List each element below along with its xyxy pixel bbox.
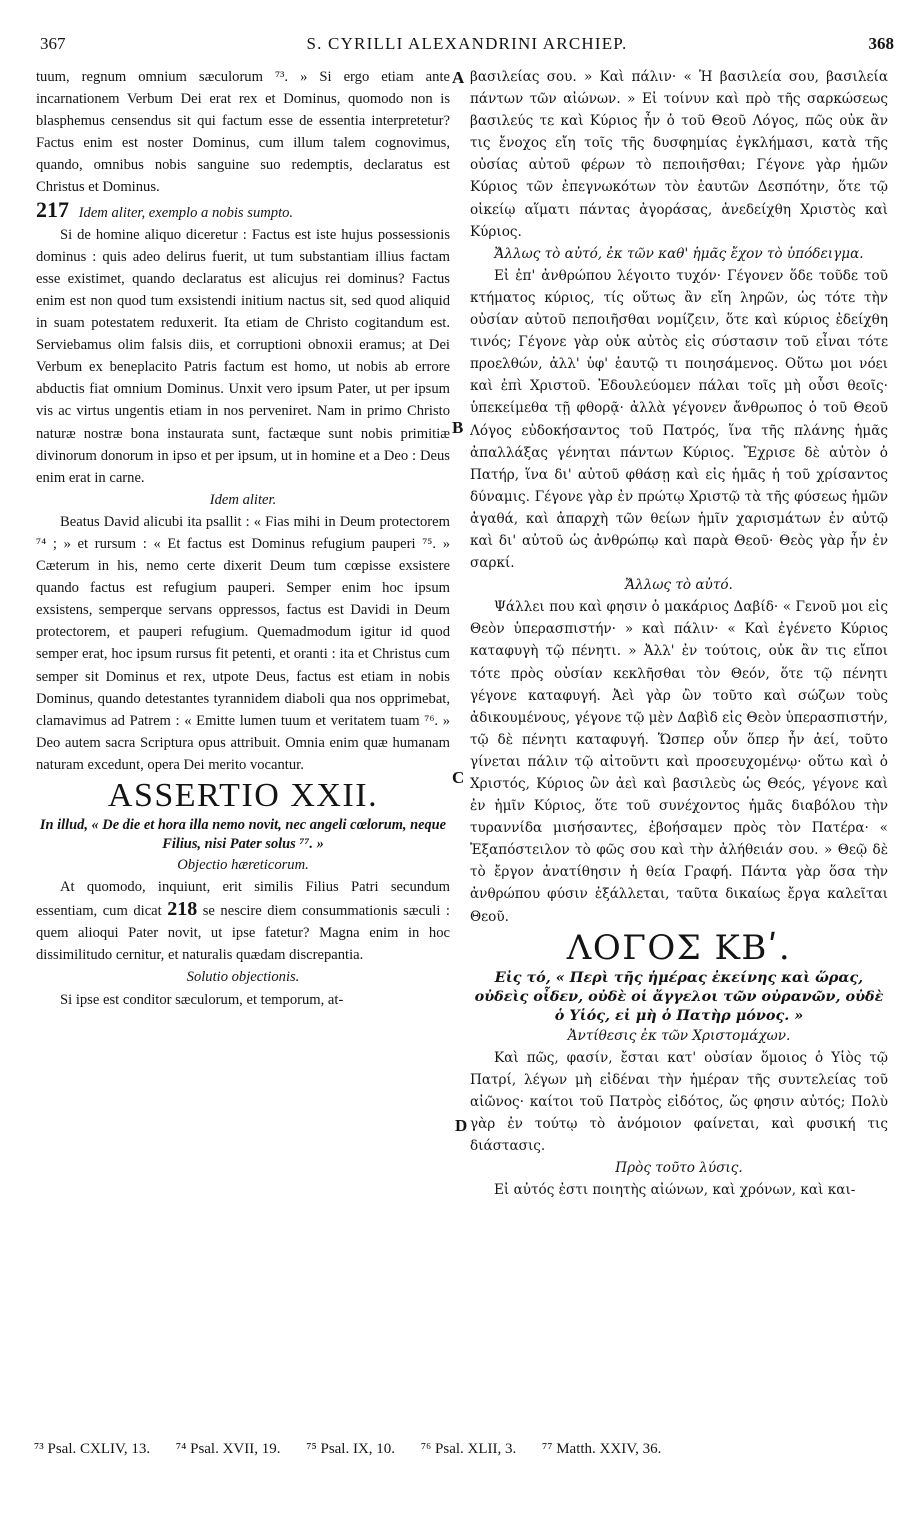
marker-c: C [452,768,465,787]
latin-heading-solutio: Solutio objectionis. [186,969,300,986]
greek-paragraph-1: βασιλείας σου. » Καὶ πάλιν· « Ἡ βασιλεία σου, βασιλεία πάντων τῶν αἰώνων. » Εἰ τοίνυν καὶ πρὸ τῆς σαρκώσεως βασιλεύς τε καὶ Κύριος ἦν ὁ τοῦ Θεοῦ Λόγος, πῶς οὐκ ἂν τις ἔνοχος εἴη τοῖς τῆς δυσφημίας ἐγκλήμασι, κατὰ τῆς οὐσίας αὐτοῦ φέρων τὸ πεποιῆσθαι; Γέγονε γὰρ ἡμῶν Κύριος τῶν ἐπεγνωκότων τὸν ἑαυτῶν Δεσπότην, ὅτε τῷ οἰκείῳ αἵματι πάντας ἀγοράσας, ἀνεδείχθη Χριστὸς καὶ Κύριος. [470,69,888,240]
footnote: ⁷³ Psal. CXLIV, 13. [34,1441,151,1457]
latin-paragraph-1: tuum, regnum omnium sæculorum ⁷³. » Si ergo etiam ante incarnationem Verbum Dei erat rex et Dominus, quomodo non is blasphemus censendus sit qui factum esse de essentia interpretetur? Factus enim est noster Dominus, cum illum talem cognovimus, quando, omnibus nobis sanguine suo redemptis, declaratus est Christus et Dominus. [36,69,450,196]
column-number-218: 218 [167,898,198,921]
latin-column [36,66,450,1011]
page-number-right: 368 [868,34,894,53]
page-number-left: 367 [40,34,66,53]
greek-paragraph-3: Ψάλλει που καὶ φησιν ὁ μακάριος Δαβίδ· « Γενοῦ μοι εἰς Θεὸν ὑπερασπιστήν· » καὶ πάλιν· « Καὶ ἐγένετο Κύριος καταφυγὴ τῷ πένητι. » Ἀλλ' ἐν τούτοις, οὐκ ἂν τις εἴποι τότε πρὸς οὐσίαν κεκλῆσθαι τὸν Θεόν, ὅτε τῷ πένητι γέγονε καταφυγή. Ἀεὶ γὰρ ὢν τοῦτο καὶ σώζων τοὺς ἀδικουμένους, γέγονε τῷ μὲν Δαβὶδ εἰς Θεὸν ὑπερασπιστήν, τῷ δὲ πένητι καταφυγή. Ὥσπερ οὖν ὅπερ ἦν ἀεί, τοῦτο γίνεται πάλιν τῷ αἰτοῦντι καὶ προσευχομένῳ· οὕτω καὶ ὁ Χριστός, Κύριος ὢν ἀεὶ καὶ βασιλεὺς ὡς Θεός, γέγονε καὶ ἐν ἡμῖν Κύριος, ὅτε τοῦ συνέχοντος ἡμᾶς διαβόλου τὴν τυραννίδα μισήσαντες, ἐβοήσαμεν πρὸς τὸν Πατέρα· « Ἐξαπόστειλον τὸ φῶς σου καὶ τὴν ἀλήθειάν σου. » Θεῷ δὲ τὸ ἔργον ἀνατίθησιν ἡ θεία Γραφή. Πάντα γὰρ ὅσα τὴν ἀνθρώπου φύσιν ἐξάλλεται, ταῦτα δικαίως ἔργα καλεῖται Θεοῦ. [470,599,888,925]
greek-paragraph-2: Εἰ ἐπ' ἀνθρώπου λέγοιτο τυχόν· Γέγονεν ὅδε τοῦδε τοῦ κτήματος κύριος, τίς οὕτως ἂν εἴη ληρῶν, ὡς τότε τὴν οὐσίαν αὐτοῦ πεποιῆσθαι νομίζειν, ὅτε καὶ κύριος ἐδείχθη τινός; Γέγονε γὰρ οὐκ αὐτὸς εἰς σύστασιν τοῦ εἶναι τότε προελθών, ἀλλ' ὑφ' ἑαυτῷ τι ποιησάμενος. Οὕτω μοι νόει καὶ ἐπὶ Χριστοῦ. Ἐδουλεύομεν πάλαι τοῖς μὴ οὖσι θεοῖς· ὑπεκείμεθα τῇ φθορᾷ· ἀλλὰ γέγονεν ἄνθρωπος ὁ τοῦ Θεοῦ Λόγος εὐδοκήσαντος τοῦ Πατρός, ἵνα τῆς πλάνης ἡμᾶς ἀπαλλάξας γένηται πάντων Κύριος. Ἔχρισε δὲ αὐτὸν ὁ Πατήρ, ἵνα δι' αὐτοῦ φθάσῃ καὶ εἰς ἡμᾶς ἡ τοῦ χρίσαντος δύναμις. Γέγονε γὰρ ἐν πρώτῳ Χριστῷ τὰ τῆς φύσεως ἡμῶν ἀγαθά, καὶ ἀπαρχὴ τῶν θείων ἡμῖν χαρισμάτων ἐν αὐτῷ καὶ δι' αὐτοῦ ὡς ἀνθρώπῳ καὶ παρὰ Θεοῦ· Θεὸς γὰρ ἦν ἐν σαρκί. [470,267,888,572]
greek-paragraph-5: Εἰ αὐτός ἐστι ποιητὴς αἰώνων, καὶ χρόνων, καὶ και- [494,1182,856,1199]
greek-column [470,66,888,1201]
latin-paragraph-4a: At quomodo, inquiunt, erit similis Filius Patri secundum essentiam, cum dicat [36,879,450,920]
footnote: ⁷⁴ Psal. XVII, 19. [175,1441,281,1457]
assertio-title: ASSERTIO XXII. [107,777,379,814]
running-header [40,34,894,58]
logos-subtitle: Εἰς τό, « Περὶ τῆς ἡμέρας ἐκείνης καὶ ὥρας, οὐδεὶς οἶδεν, οὐδὲ οἱ ἄγγελοι τῶν οὐρανῶν, οὐδὲ ὁ Υἱός, εἰ μὴ ὁ Πατὴρ μόνος. » [474,968,884,1024]
greek-heading-allos-1: Ἄλλως τὸ αὐτό, ἐκ τῶν καθ' ἡμᾶς ἔχον τὸ ὑπόδειγμα. [494,245,864,262]
footnote: ⁷⁶ Psal. XLII, 3. [420,1441,517,1457]
greek-heading-antithesis: Ἀντίθεσις ἐκ τῶν Χριστομάχων. [567,1027,791,1044]
greek-heading-lysis: Πρὸς τοῦτο λύσις. [615,1160,743,1177]
latin-paragraph-4b: se nescire diem consummationis sæculi : quem alioqui Pater novit, ut ipse fatetur? Magna enim in hoc dissimilitudo cernitur, et naturalis quædam discrepantia. [36,903,450,964]
latin-paragraph-4 [36,876,450,966]
latin-heading-objectio: Objectio hæreticorum. [177,857,309,873]
greek-heading-allos-2: Ἄλλως τὸ αὐτό. [625,577,733,594]
latin-heading-idem-aliter: Idem aliter. [209,491,277,508]
footnotes [34,1441,896,1458]
logos-title: ΛΟΓΟΣ ΚΒʹ. [566,927,792,968]
section-title-217: Idem aliter, exemplo a nobis sumpto. [78,204,294,221]
section-heading-217 [36,196,450,224]
marker-a: A [452,68,465,87]
footnote: ⁷⁵ Psal. IX, 10. [306,1441,396,1457]
running-title: S. CYRILLI ALEXANDRINI ARCHIEP. [306,34,628,53]
latin-paragraph-2: Si de homine aliquo diceretur : Factus est iste hujus possessionis dominus : quis adeo delirus fuerit, ut tum substantiam illius factam esse existimet, quando declaratus est alicujus rei dominus? Factus enim est non quod tum exsistendi initium nactus sit, sed quod aliquid in suam potestatem reduxerit. Ita etiam de Christo cogitandum est. Serviebamus olim falsis diis, et corruptioni obnoxii eramus; at Dei Verbum ex beneplacito Patris factum est homo, ut nobis ab errore abductis fiat omnium Dominus. Unxit vero ipsum Pater, ut per ipsum vis ac virtus ungentis etiam in nos perveniret. Nam in primo Christo naturæ nostræ bona instaurata sunt, factæque sunt nobis primitiæ divinorum donorum in ipso et per ipsum, ut in homine et a Deo : Deus enim erat in carne. [36,226,450,486]
greek-paragraph-4: Καὶ πῶς, φασίν, ἔσται κατ' οὐσίαν ὅμοιος ὁ Υἱὸς τῷ Πατρί, λέγων μὴ εἰδέναι τὴν ἡμέραν τῆς συντελείας τοῦ αἰῶνος· καίτοι τοῦ Πατρὸς εἰδότος, ὥς φησιν αὐτός; Πολὺ γὰρ ἐν τούτῳ τὸ ἀνόμοιον φαίνεται, καὶ φυσική τις διάστασις. [470,1049,888,1155]
marker-b: B [452,418,464,437]
assertio-subtitle: In illud, « De die et hora illa nemo novit, nec angeli cœlorum, neque Filius, nisi Pater solus ⁷⁷. » [39,817,447,852]
column-number-217: 217 [36,196,69,222]
latin-paragraph-3: Beatus David alicubi ita psallit : « Fias mihi in Deum protectorem ⁷⁴ ; » et rursum : « Et factus est Dominus refugium pauperi ⁷⁵. » Cæterum in his, nemo certe dixerit Deum tum cœpisse exsistere quando factus est refugium pauperi. Semper enim hoc ipsum exsistens, semperque servans oppressos, factus est Davidi in Deum protectorem, et pauperi refugium. Quemadmodum igitur id quod semper erat, hoc ipsum rursus fit petenti, et oranti : ita et Christus cum semper sit Dominus et rex, utpote Deus, factus est etiam in nobis Dominus, quando detestantes tyrannidem diaboli qua nos opprimebat, clamavimus ad Patrem : « Emitte lumen tuum et veritatem tuam ⁷⁶. » Deo autem sacra Scriptura opus attribuit. Omnia enim quæ humanam naturam excedunt, opera Dei merito vocantur. [36,513,450,773]
marker-d: D [455,1116,468,1135]
footnote: ⁷⁷ Matth. XXIV, 36. [542,1441,662,1457]
latin-paragraph-5: Si ipse est conditor sæculorum, et temporum, at- [60,991,344,1008]
